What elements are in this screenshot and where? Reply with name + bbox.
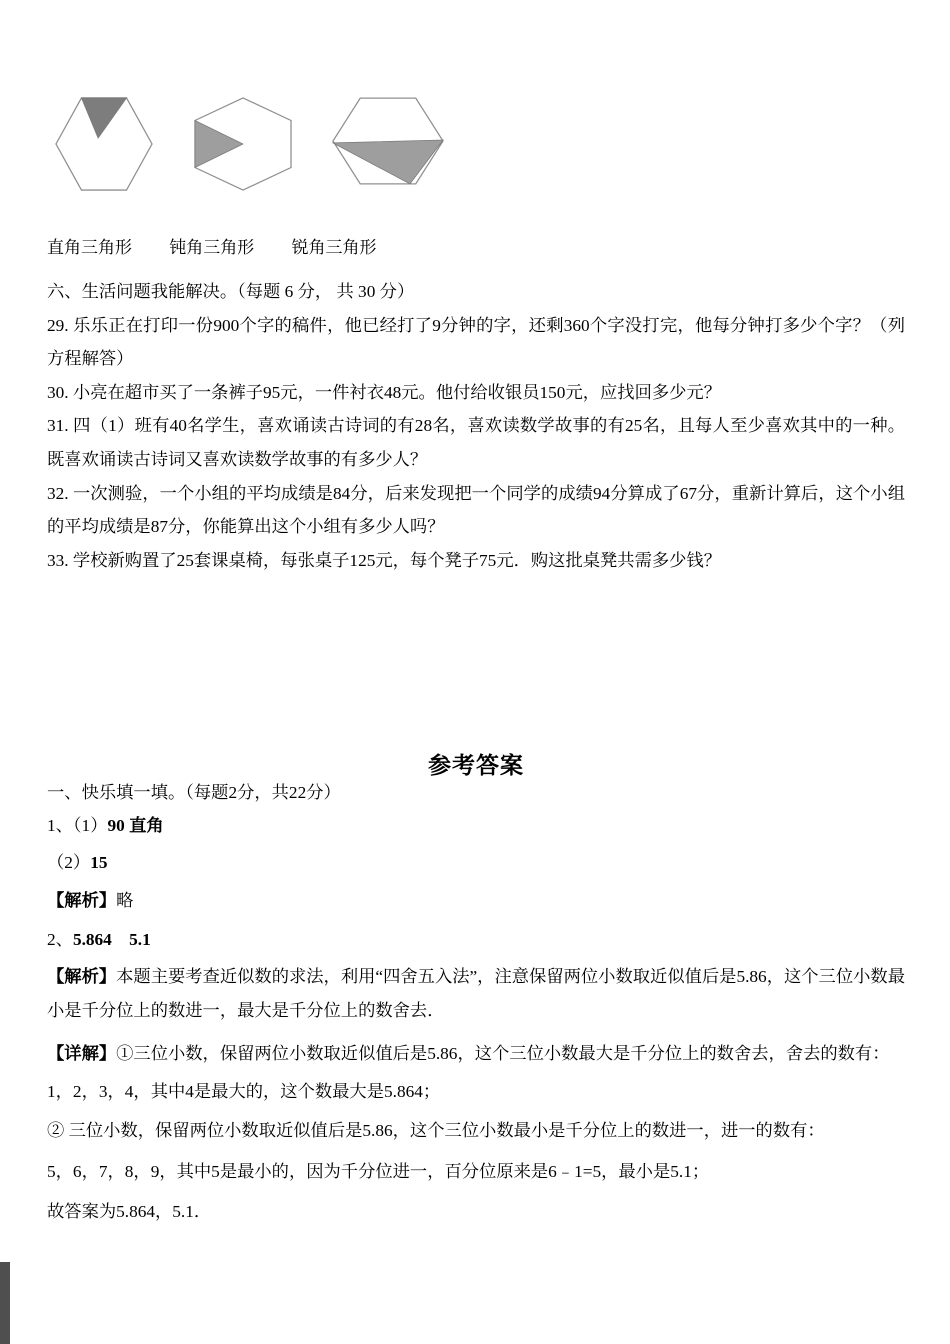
answer-2-result: 5.864 5.1 bbox=[72, 930, 151, 950]
hexagon-right-triangle-figure bbox=[55, 96, 153, 192]
question-32: 32. 一次测验，一个小组的平均成绩是84分，后来发现把一个同学的成绩94分算成了67分，重新计算后，这个小组的平均成绩是87分，你能算出这个小组有多少人吗？ bbox=[47, 483, 905, 537]
label-right-triangle: 直角三角形 bbox=[47, 238, 132, 257]
answer-2-conclusion: 故答案为5.864，5.1． bbox=[47, 1202, 212, 1222]
analysis-label: 【解析】 bbox=[47, 967, 117, 987]
section-six-heading: 六、生活问题我能解决。（每题 6 分， 共 30 分） bbox=[47, 282, 415, 301]
label-obtuse-triangle: 钝角三角形 bbox=[169, 238, 255, 257]
answer-2-detail-line1 bbox=[47, 1041, 905, 1066]
answer-2-detail-line2: 1，2，3，4，其中4是最大的，这个数最大是5.864； bbox=[47, 1082, 441, 1102]
section-six bbox=[47, 275, 905, 577]
detail-text: ①三位小数，保留两位小数取近似值后是5.86，这个三位小数最大是千分位上的数舍去，舍去的数有： bbox=[116, 1044, 890, 1064]
answer-2-value bbox=[47, 927, 905, 952]
analysis-label: 【解析】 bbox=[47, 891, 117, 911]
answer-2-prefix: 2、 bbox=[47, 930, 73, 950]
question-33: 33. 学校新购置了25套课桌椅，每张桌子125元，每个凳子75元．购这批桌凳共需多少钱？ bbox=[47, 550, 721, 570]
label-acute-triangle: 锐角三角形 bbox=[291, 238, 377, 257]
answer-1-part1 bbox=[47, 813, 905, 838]
hexagon-figures bbox=[55, 96, 905, 192]
answers-section bbox=[47, 780, 905, 1224]
question-30: 30. 小亮在超市买了一条裤子95元，一件衬衣48元。他付给收银员150元，应找回多少元？ bbox=[47, 382, 721, 402]
analysis-text: 本题主要考查近似数的求法，利用“四舍五入法”，注意保留两位小数取近似值后是5.86，这个三位小数最小是千分位上的数进一，最大是千分位上的数舍去． bbox=[47, 967, 905, 1021]
answer-1-part1-prefix: 1、（1） bbox=[47, 816, 108, 836]
analysis-text: 略 bbox=[116, 891, 134, 911]
answer-2-analysis bbox=[47, 960, 905, 1028]
question-31: 31. 四（1）班有40名学生，喜欢诵读古诗词的有28名，喜欢读数学故事的有25名，且每人至少喜欢其中的一种。既喜欢诵读古诗词又喜欢读数学故事的有多少人？ bbox=[47, 416, 905, 469]
answers-section-one-heading: 一、快乐填一填。（每题2分，共22分） bbox=[47, 783, 341, 803]
answer-2-detail-line4: 5，6，7，8，9，其中5是最小的，因为千分位进一，百分位原来是6﹣1=5，最小是5.1； bbox=[47, 1162, 710, 1182]
answers-title: 参考答案 bbox=[428, 753, 524, 779]
answer-1-analysis bbox=[47, 888, 905, 913]
scan-artifact-bar bbox=[0, 1262, 10, 1344]
answer-2-detail-line3: ② 三位小数，保留两位小数取近似值后是5.86，这个三位小数最小是千分位上的数进一，进一的数有： bbox=[47, 1121, 825, 1141]
hexagon-obtuse-triangle-figure bbox=[194, 96, 292, 192]
question-29: 29. 乐乐正在打印一份900个字的稿件，他已经打了9分钟的字，还剩360个字没打完，他每分钟打多少个字？（列方程解答） bbox=[47, 315, 905, 369]
answer-1-part1-value: 90 直角 bbox=[107, 816, 164, 836]
hexagon-acute-triangle-figure bbox=[332, 96, 444, 186]
triangle-type-labels bbox=[47, 233, 905, 258]
answer-1-part2-prefix: （2） bbox=[47, 853, 91, 873]
answer-1-part2 bbox=[47, 850, 905, 875]
detail-label: 【详解】 bbox=[47, 1044, 117, 1064]
answer-1-part2-value: 15 bbox=[90, 853, 108, 873]
